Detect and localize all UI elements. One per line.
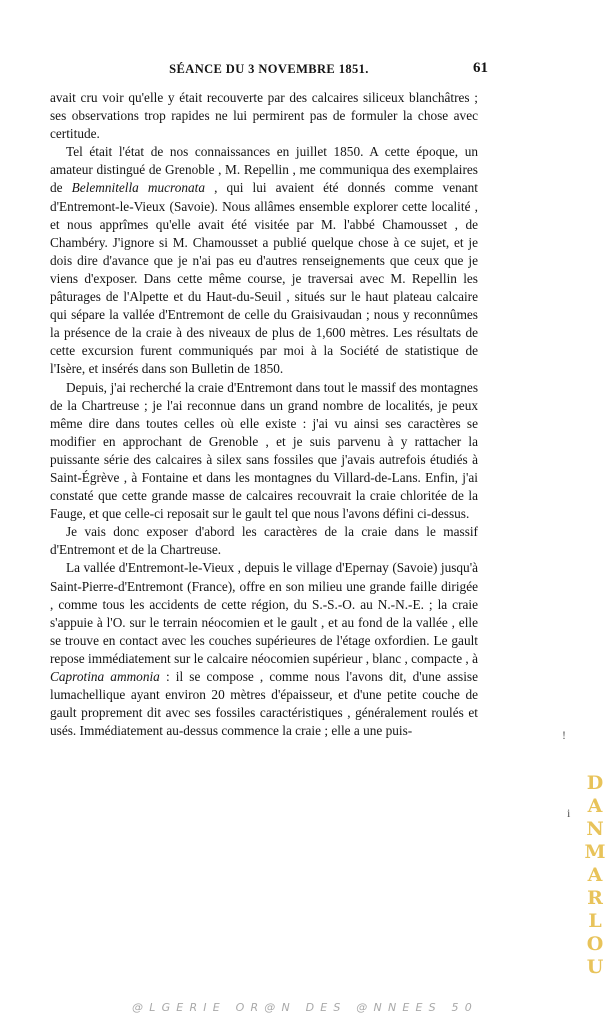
watermark-letter: D [586,772,604,794]
paragraph-continuation: avait cru voir qu'elle y était recouverte par des calcaires siliceux blanchâtres ; ses observations trop rapides ne lui permirent pas de formuler la chose avec certitude. [50,90,478,142]
watermark-letter: A [587,795,603,817]
body-text [50,89,478,740]
watermark-letter: U [586,956,604,978]
footer-watermark: @LGERIE OR@N DES @NNEES 50 [132,1001,478,1014]
vertical-watermark [584,772,606,979]
watermark-letter: R [587,887,603,909]
margin-mark: ! [562,728,566,742]
page-number: 61 [473,60,488,76]
paragraph-entremont-valley: La vallée d'Entremont-le-Vieux , depuis le village d'Epernay (Savoie) jusqu'à Saint-Pierre-d'Entremont (France), offre en son milieu une grande faille dirigée , comme tous les accidents de cette région, du S.-S.-O. au N.-N.-E. ; la craie s'appuie à l'O. sur le terrain néocomien et le gault , et au fond de la vallée , elle se trouve en contact avec les couches supérieures de l'étage oxfordien. Le gault repose immédiatement sur le calcaire néocomien supérieur , blanc , compacte , à Caprotina ammonia : il se compose , comme nous l'avons dit, d'une assise lumachellique ayant environ 20 mètres d'épaisseur, et d'une petite couche de gault proprement dit avec ses fossiles caractéristiques , généralement roulés et usés. Immédiatement au-dessus commence la craie ; elle a une puis- [50,560,479,739]
paragraph-exposition: Je vais donc exposer d'abord les caractères de la craie dans le massif d'Entremont et de la Chartreuse. [50,524,478,558]
watermark-letter: A [587,864,603,886]
paragraph-1850-discovery: Tel était l'état de nos connaissances en juillet 1850. A cette époque, un amateur distingué de Grenoble , M. Repellin , me communiqua des exemplaires de Belemnitella mucronata , qui lui avaient été donnés comme venant d'Entremont-le-Vieux (Savoie). Nous allâmes ensemble explorer cette localité , et nous apprîmes qu'elle avait été visitée par M. l'abbé Chamousset , de Chambéry. J'ignore si M. Chamousset a publié quelque chose à ce sujet, et je dois dire d'avance que je n'ai pas eu d'autres renseignements que ceux que je viens d'exposer. Dans cette même course, je traversai avec M. Repellin les pâturages de l'Alpette et du Haut-du-Seuil , situés sur le haut plateau calcaire qui sépare la vallée d'Entremont de celle du Graisivaudan ; nous y reconnûmes la présence de la craie à des niveaux de plus de 1,600 mètres. Les résultats de cette excursion furent communiqués par moi à la Société de statistique de l'Isère, et insérés dans son Bulletin de 1850. [50,144,479,377]
margin-mark: i [567,806,571,820]
paragraph-chartreuse-massif: Depuis, j'ai recherché la craie d'Entremont dans tout le massif des montagnes de la Chartreuse ; je l'ai reconnue dans un grand nombre de localités, je peux même dire dans toutes celles où elle existe : j'ai vu ainsi ses caractères se modifier en approchant de Grenoble , et je suis parvenu à y rattacher la puissante série des calcaires à silex sans fossiles que j'avais autrefois étudiés à Saint-Égrève , à Fontaine et dans les montagnes du Villard-de-Lans. Enfin, j'ai constaté que cette grande masse de calcaires recouvrait la craie chloritée de la Fauge, et que celle-ci reposait sur le gault tel que nous l'avons défini ci-dessus. [50,379,478,522]
running-header [50,62,488,84]
species-name: Belemnitella mucronata [71,180,206,196]
watermark-letter: L [588,910,602,932]
watermark-letter: M [584,841,606,863]
species-name: Caprotina ammonia [50,669,160,684]
watermark-letter: N [586,818,604,840]
watermark-letter: O [586,933,604,955]
running-title: SÉANCE DU 3 NOVEMBRE 1851. [169,62,369,76]
